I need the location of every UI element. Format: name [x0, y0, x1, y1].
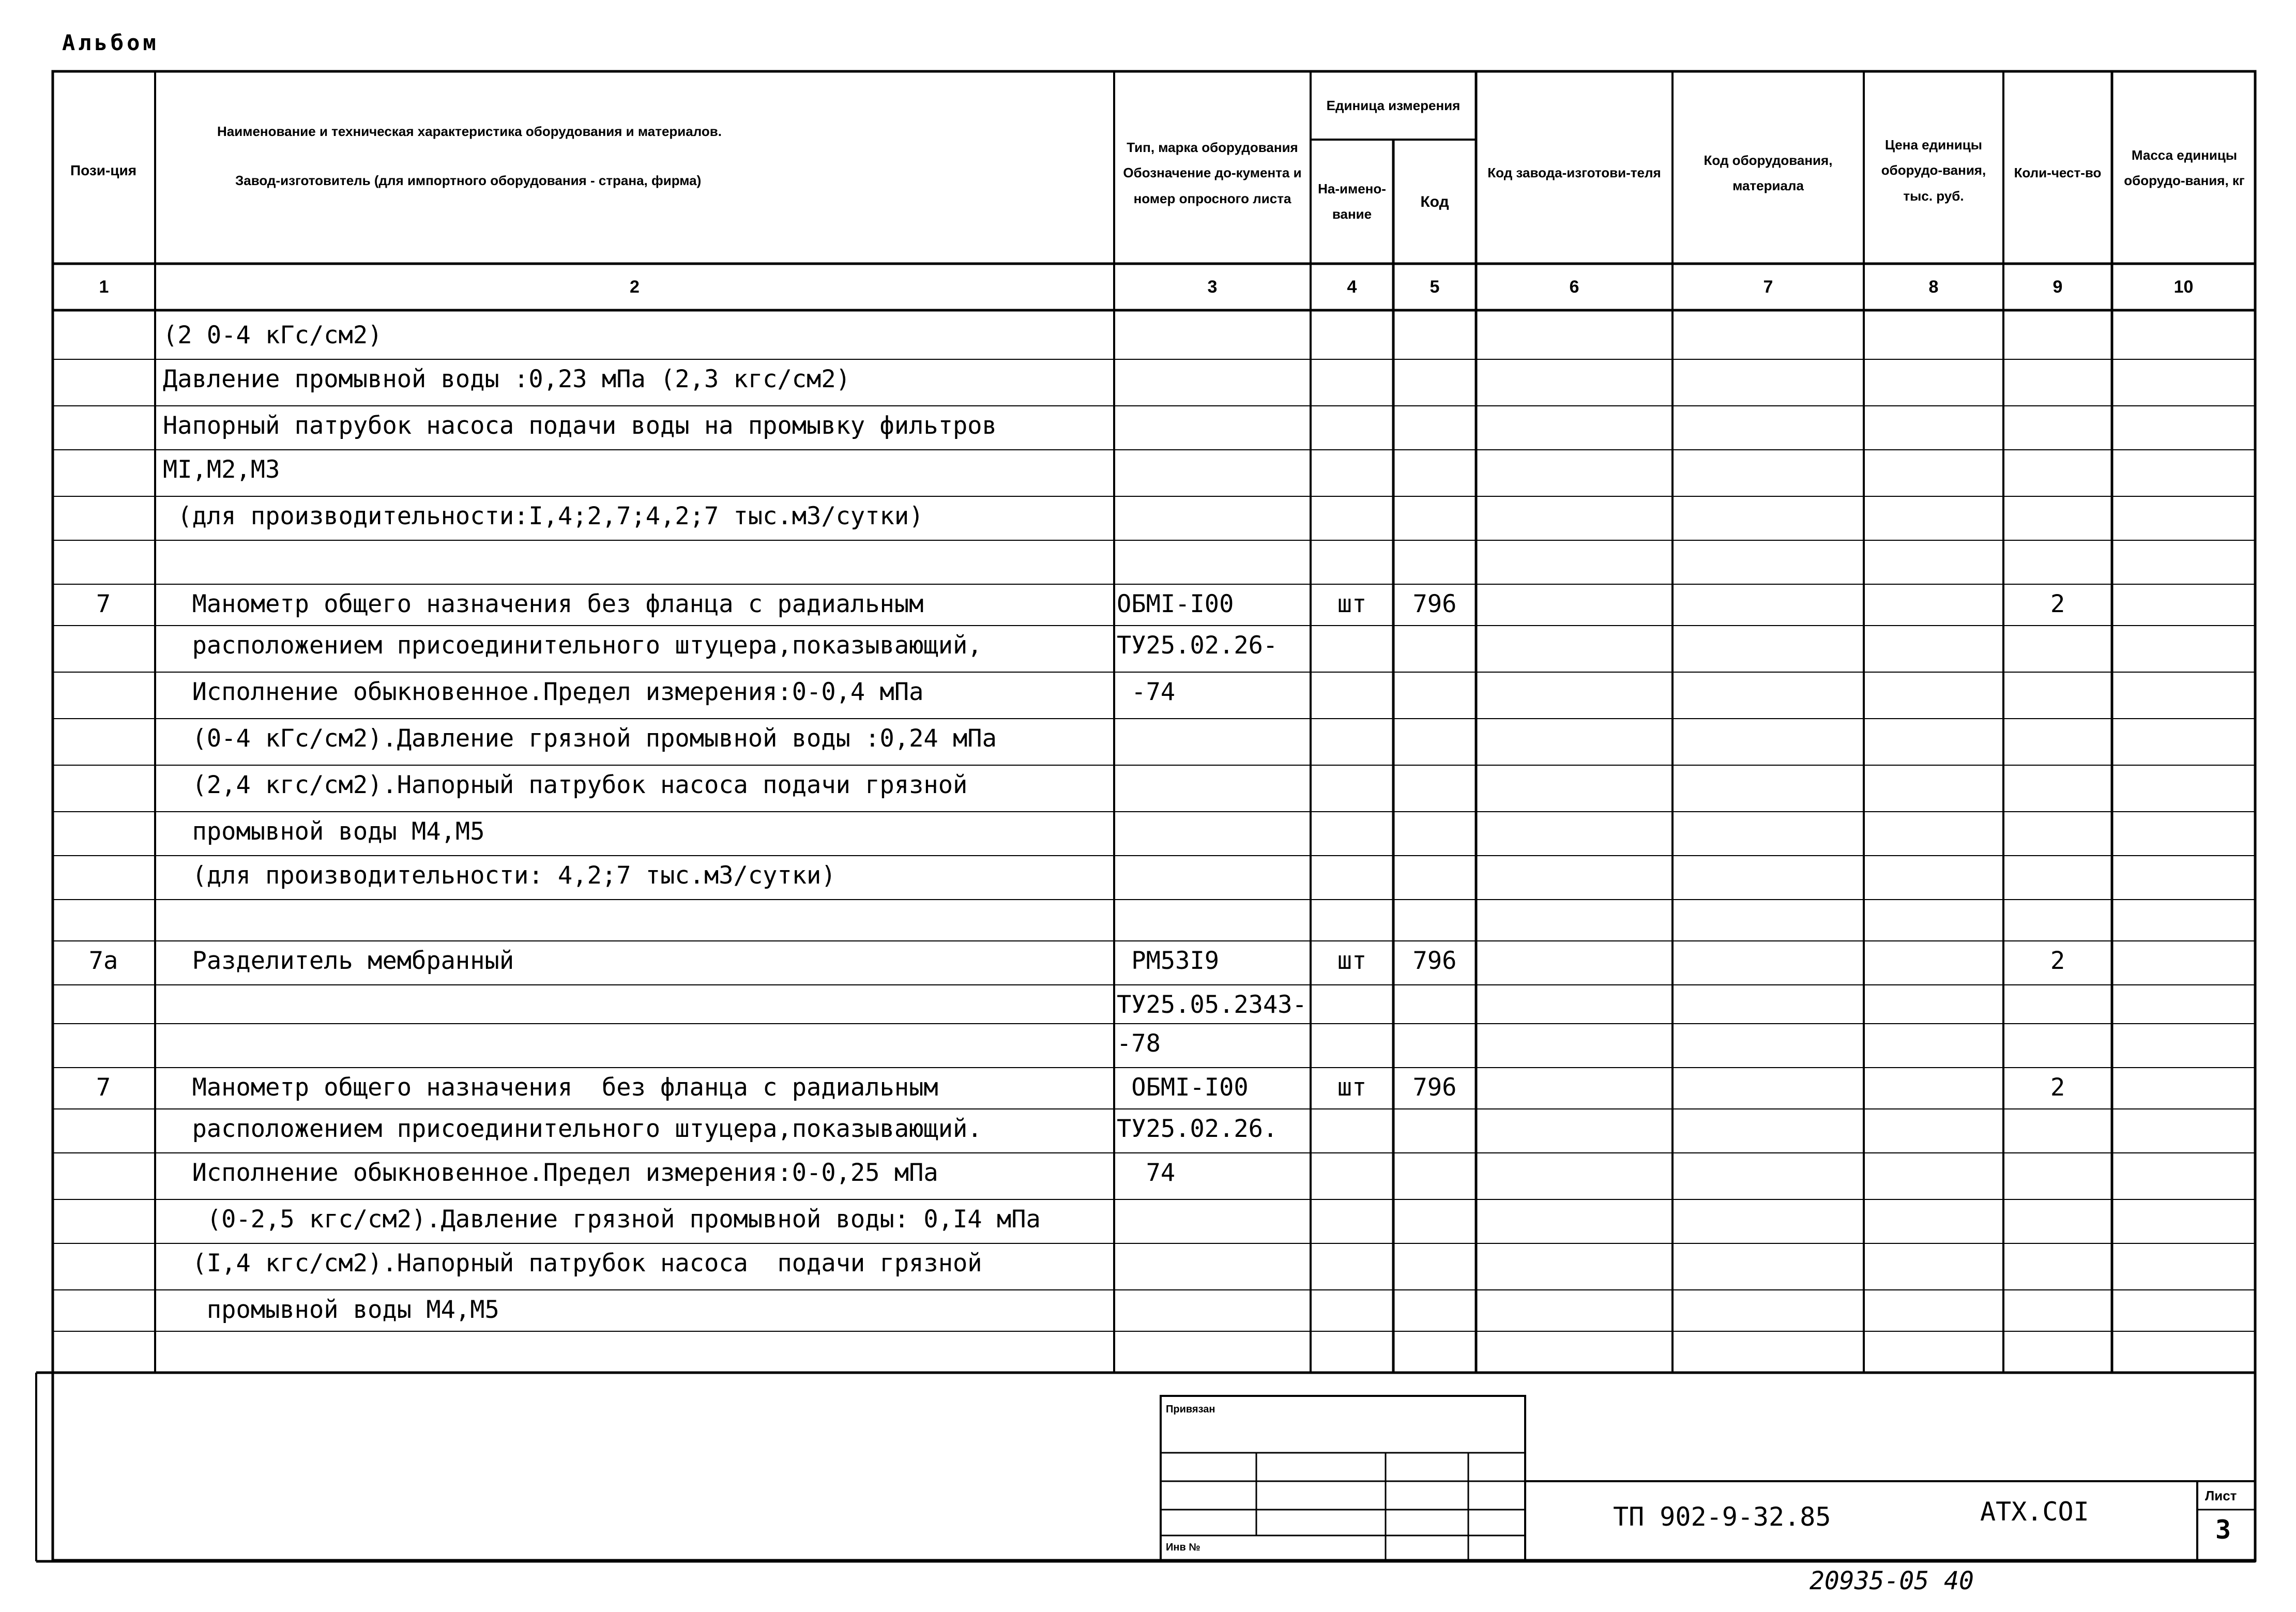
row-6-unit: шт [1337, 590, 1367, 618]
row-6-code: 796 [1412, 590, 1457, 618]
document-mark: АТХ.СОI [1980, 1497, 2089, 1527]
row-4-name: (для производительности:I,4;2,7;4,2;7 тыс.м3/сутки) [163, 502, 924, 530]
document-code: ТП 902-9-32.85 [1613, 1502, 1831, 1532]
row-21-name: (I,4 кгс/см2).Напорный патрубок насоса подачи грязной [163, 1249, 982, 1278]
colnum-10: 10 [2173, 277, 2194, 297]
row-16-type: -78 [1117, 1029, 1161, 1058]
colnum-9: 9 [2052, 277, 2063, 297]
row-18-type: ТУ25.02.26. [1117, 1115, 1278, 1143]
header-name-line1: Наименование и техническая характеристика оборудования и материалов. [217, 124, 722, 140]
row-6-type: ОБМI-I00 [1117, 590, 1234, 618]
row-14-type: РМ53I9 [1117, 947, 1220, 975]
row-7-name: расположением присоединительного штуцера,показывающий, [163, 631, 982, 660]
row-6-pos: 7 [96, 590, 111, 618]
colnum-8: 8 [1928, 277, 1939, 297]
row-17-pos: 7 [96, 1073, 111, 1102]
header-mass: Масса единицы оборудо-вания, кг [2124, 147, 2245, 188]
row-11-name: промывной воды М4,М5 [163, 817, 485, 846]
row-3-name: МI,М2,М3 [163, 455, 280, 484]
row-19-type: 74 [1117, 1159, 1176, 1187]
sheet-number: 3 [2215, 1515, 2231, 1545]
archive-number: 20935-05 40 [1810, 1567, 1974, 1595]
row-19-name: Исполнение обыкновенное.Предел измерения:0-0,25 мПа [163, 1159, 938, 1187]
row-8-name: Исполнение обыкновенное.Предел измерения:0-0,4 мПа [163, 678, 924, 706]
row-17-qty: 2 [2050, 1073, 2065, 1102]
row-14-code: 796 [1412, 947, 1457, 975]
colnum-5: 5 [1430, 277, 1440, 297]
row-18-name: расположением присоединительного штуцера,показывающий. [163, 1115, 982, 1143]
header-unit-group: Единица измерения [1326, 98, 1461, 114]
row-14-pos: 7а [88, 947, 118, 975]
row-17-name: Манометр общего назначения без фланца с радиальным [163, 1073, 938, 1102]
header-unit-code: Код [1420, 193, 1449, 210]
header-name-line2: Завод-изготовитель (для импортного оборудования - страна, фирма) [235, 173, 702, 189]
header-equipment-code: Код оборудования, материала [1704, 152, 1833, 193]
header-position: Пози-ция [70, 162, 137, 179]
header-factory-code: Код завода-изготови-теля [1487, 165, 1661, 181]
row-17-type: ОБМI-I00 [1117, 1073, 1249, 1102]
colnum-1: 1 [99, 277, 109, 297]
row-22-name: промывной воды М4,М5 [163, 1296, 499, 1324]
album-label: Альбом [62, 30, 159, 55]
row-10-name: (2,4 кгс/см2).Напорный патрубок насоса подачи грязной [163, 771, 968, 799]
row-9-name: (0-4 кГс/см2).Давление грязной промывной воды :0,24 мПа [163, 724, 997, 753]
header-type: Тип, марка оборудования Обозначение до-кумента и номер опросного листа [1123, 139, 1302, 206]
row-8-type: -74 [1117, 678, 1176, 706]
linked-label: Привязан [1166, 1404, 1215, 1415]
row-12-name: (для производительности: 4,2;7 тыс.м3/сутки) [163, 861, 836, 890]
inventory-label: Инв № [1166, 1542, 1200, 1553]
colnum-4: 4 [1347, 277, 1357, 297]
header-unit-name: На-имено-вание [1318, 180, 1386, 222]
row-14-unit: шт [1337, 947, 1367, 975]
row-6-qty: 2 [2050, 590, 2065, 618]
row-0-name: (2 0-4 кГс/см2) [163, 321, 383, 349]
row-2-name: Напорный патрубок насоса подачи воды на промывку фильтров [163, 412, 997, 440]
row-14-qty: 2 [2050, 947, 2065, 975]
row-17-code: 796 [1412, 1073, 1457, 1102]
colnum-2: 2 [630, 277, 640, 297]
row-7-type: ТУ25.02.26- [1117, 631, 1278, 660]
row-20-name: (0-2,5 кгс/см2).Давление грязной промывной воды: 0,I4 мПа [163, 1205, 1041, 1234]
row-15-type: ТУ25.05.2343- [1117, 991, 1307, 1019]
colnum-7: 7 [1763, 277, 1773, 297]
colnum-3: 3 [1207, 277, 1218, 297]
row-17-unit: шт [1337, 1073, 1367, 1102]
colnum-6: 6 [1569, 277, 1579, 297]
row-1-name: Давление промывной воды :0,23 мПа (2,3 кгс/см2) [163, 365, 850, 393]
row-14-name: Разделитель мембранный [163, 947, 514, 975]
sheet-label: Лист [2205, 1488, 2237, 1503]
row-6-name: Манометр общего назначения без фланца с радиальным [163, 590, 924, 618]
header-quantity: Коли-чест-во [2014, 165, 2102, 181]
header-unit-price: Цена единицы оборудо-вания, тыс. руб. [1881, 136, 1986, 204]
